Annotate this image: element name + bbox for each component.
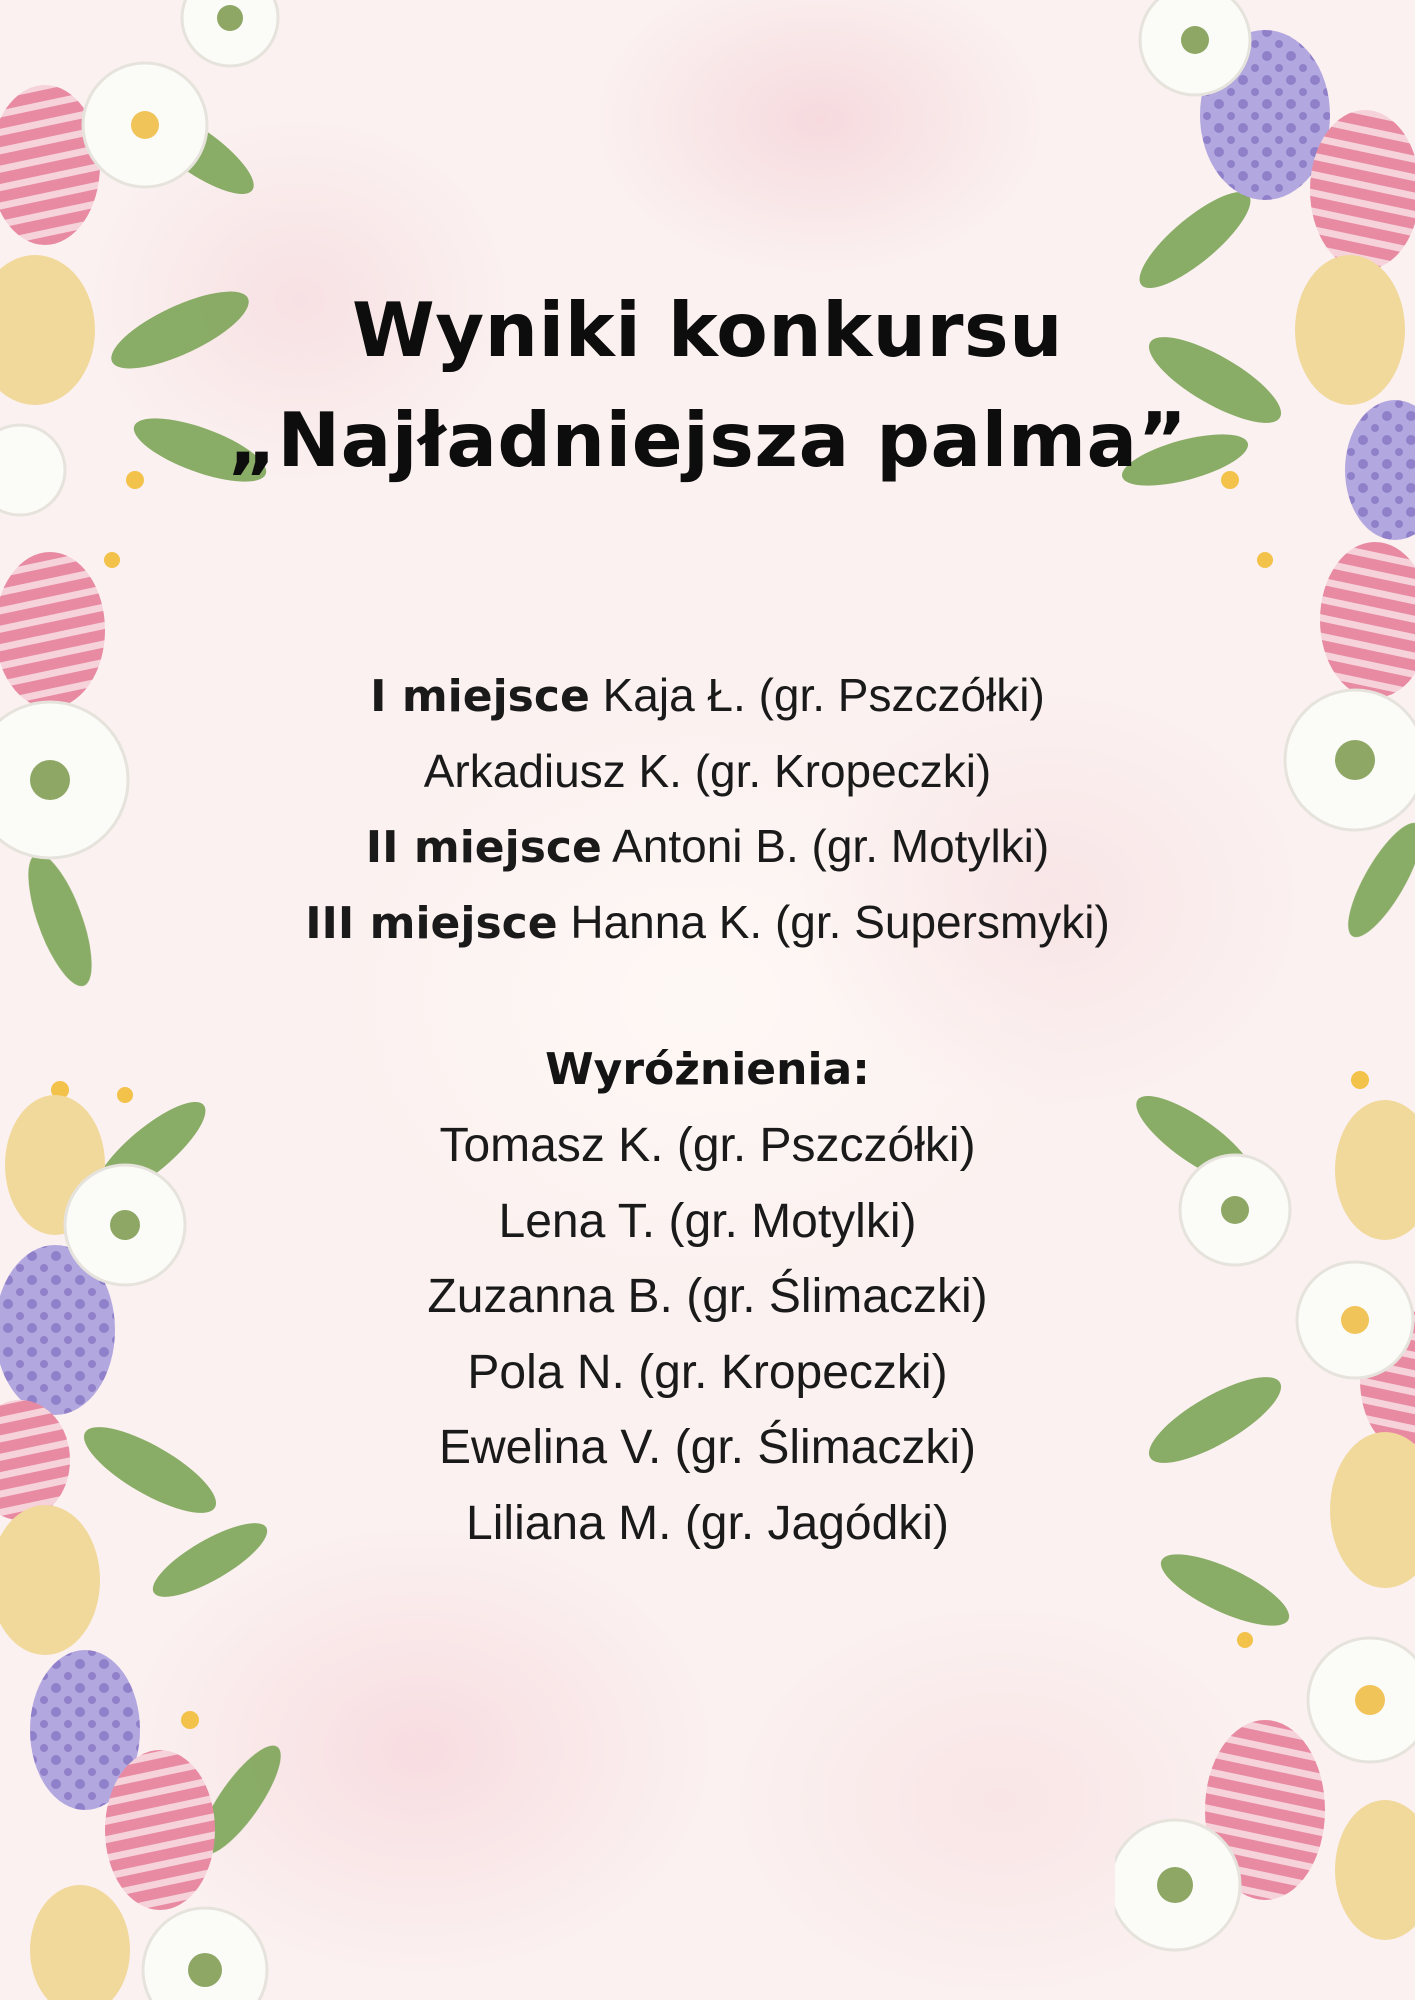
- honor-item: Tomasz K. (gr. Pszczółki): [439, 1119, 976, 1172]
- place-row: [0, 658, 1415, 734]
- place-winner: Kaja Ł. (gr. Pszczółki): [602, 669, 1045, 721]
- place-label: I miejsce: [370, 671, 590, 722]
- honor-item: Zuzanna B. (gr. Ślimaczki): [427, 1270, 988, 1323]
- white-flower-icon: [1308, 1638, 1415, 1762]
- yellow-bud-icon: [104, 552, 120, 568]
- white-flower-icon: [1115, 1820, 1240, 1950]
- yellow-bud-icon: [1257, 552, 1273, 568]
- easter-egg-plain-icon: [30, 1885, 130, 2000]
- easter-egg-striped-icon: [1310, 110, 1415, 270]
- white-flower-icon: [182, 0, 278, 66]
- white-flower-icon: [143, 1908, 267, 2000]
- place-label: II miejsce: [365, 822, 602, 873]
- honor-item: Pola N. (gr. Kropeczki): [467, 1345, 948, 1399]
- yellow-bud-icon: [181, 1711, 199, 1729]
- place-winner: Antoni B. (gr. Motylki): [612, 820, 1050, 872]
- place-row: [0, 734, 1415, 809]
- honors-heading: Wyróżnienia:: [545, 1044, 870, 1095]
- place-row: [0, 809, 1415, 885]
- white-flower-icon: [1140, 0, 1250, 95]
- honors-list: [0, 1108, 1415, 1561]
- honor-item: Liliana M. (gr. Jagódki): [466, 1496, 949, 1550]
- place-winner: Hanna K. (gr. Supersmyki): [570, 896, 1110, 948]
- title-line-2: „Najładniejsza palma”: [227, 396, 1188, 484]
- place-winner: Arkadiusz K. (gr. Kropeczki): [423, 745, 992, 797]
- honor-item: Ewelina V. (gr. Ślimaczki): [438, 1421, 977, 1474]
- place-row: [0, 885, 1415, 961]
- place-label: III miejsce: [305, 898, 558, 949]
- easter-egg-striped-icon: [105, 1750, 215, 1910]
- yellow-bud-icon: [1237, 1632, 1253, 1648]
- white-flower-icon: [83, 63, 207, 187]
- places-list: [0, 658, 1415, 961]
- easter-egg-plain-icon: [1335, 1800, 1415, 1940]
- title-line-1: Wyniki konkursu: [352, 286, 1063, 374]
- honor-item: Lena T. (gr. Motylki): [498, 1194, 917, 1248]
- page-title: [0, 275, 1415, 495]
